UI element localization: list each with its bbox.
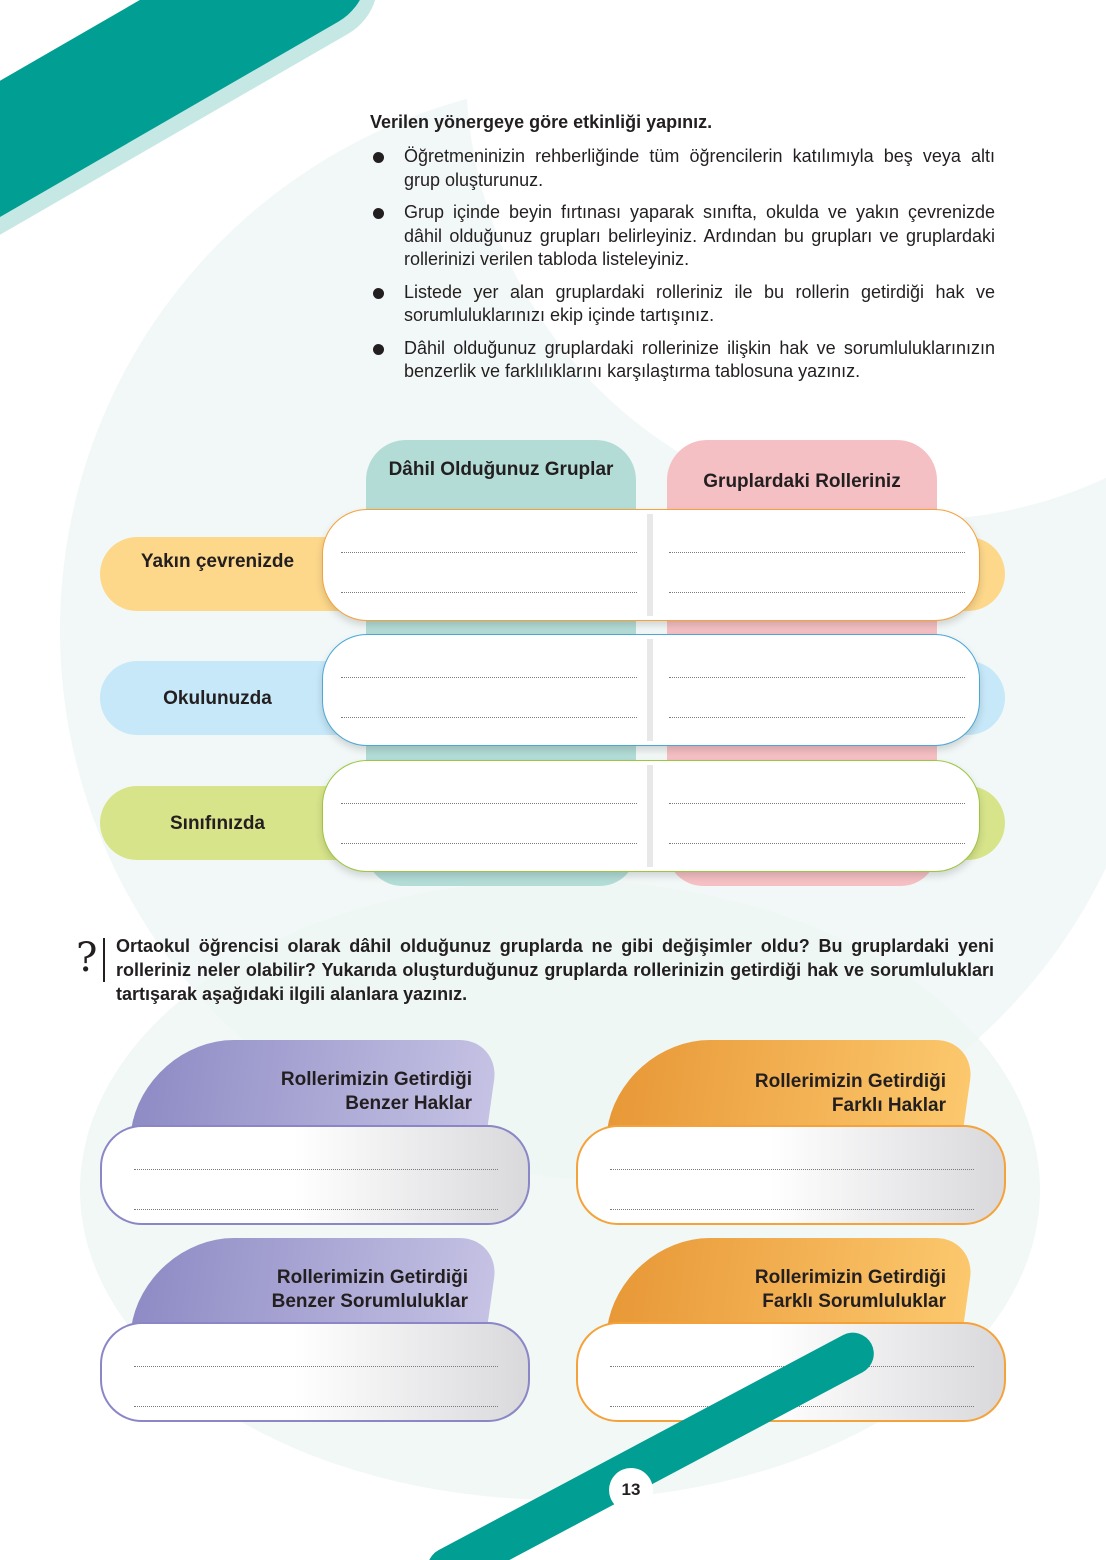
row-card-okul: [322, 634, 980, 746]
instructions: [370, 112, 995, 393]
write-line[interactable]: [134, 1406, 498, 1407]
row-label-okul: Okulunuzda: [163, 688, 272, 709]
row-card-sinif: [322, 760, 980, 872]
row-card-yakin: [322, 509, 980, 621]
write-line[interactable]: [341, 717, 637, 718]
instruction-item: Öğretmeninizin rehberliğinde tüm öğrencilerin katılımıyla beş veya altı grup oluşturunuz.: [370, 145, 995, 192]
instructions-list: [370, 145, 995, 384]
card-title-benzer-sorumluluklar: [150, 1266, 468, 1314]
row-label-yakin: Yakın çevrenizde: [140, 551, 295, 572]
write-line[interactable]: [134, 1169, 498, 1170]
card-divider: [647, 514, 653, 616]
card-title-benzer-haklar: [150, 1068, 472, 1116]
write-line[interactable]: [134, 1366, 498, 1367]
question-mark-icon: ?: [76, 935, 98, 981]
write-line[interactable]: [341, 552, 637, 553]
write-line[interactable]: [341, 592, 637, 593]
card-title-farkli-haklar: [626, 1070, 946, 1118]
column-header-roles: Gruplardaki Rolleriniz: [703, 471, 901, 492]
question-text: Ortaokul öğrencisi olarak dâhil olduğunuz gruplarda ne gibi değişimler oldu? Bu gruplardaki yeni rolleriniz neler olabilir? Yukarıda oluşturduğunuz gruplarda rollerinizin getirdiği hak ve sorumlulukları tartışarak aşağıdaki ilgili alanlara yazınız.: [116, 936, 994, 1004]
write-line[interactable]: [669, 803, 965, 804]
card-divider: [647, 765, 653, 867]
card-title-line: Rollerimizin Getirdiği: [276, 1267, 468, 1288]
write-line[interactable]: [669, 717, 965, 718]
card-farkli-haklar: [576, 1125, 1006, 1225]
card-title-line: Farklı Sorumluluklar: [762, 1291, 946, 1312]
instructions-title: Verilen yönergeye göre etkinliği yapınız.: [370, 112, 713, 132]
question-divider: [103, 938, 105, 982]
write-line[interactable]: [341, 803, 637, 804]
card-title-farkli-sorumluluklar: [626, 1266, 946, 1314]
write-line[interactable]: [610, 1209, 974, 1210]
row-label-sinif: Sınıfınızda: [170, 813, 265, 834]
card-title-line: Rollerimizin Getirdiği: [754, 1267, 946, 1288]
write-line[interactable]: [669, 552, 965, 553]
card-title-line: Benzer Sorumluluklar: [271, 1291, 468, 1312]
card-benzer-haklar: [100, 1125, 530, 1225]
write-line[interactable]: [134, 1209, 498, 1210]
column-header-groups: Dâhil Olduğunuz Gruplar: [388, 459, 614, 480]
write-line[interactable]: [669, 592, 965, 593]
card-title-line: Rollerimizin Getirdiği: [280, 1069, 472, 1090]
instruction-item: Dâhil olduğunuz gruplardaki rollerinize ilişkin hak ve sorumluluklarınızın benzerlik ve farklılıklarını karşılaştırma tablosuna yazınız.: [370, 337, 995, 384]
banner-title: ÖĞRENELİM: [182, 127, 305, 209]
write-line[interactable]: [341, 843, 637, 844]
card-title-line: Benzer Haklar: [345, 1093, 472, 1114]
card-benzer-sorumluluklar: [100, 1322, 530, 1422]
write-line[interactable]: [669, 677, 965, 678]
card-title-line: Rollerimizin Getirdiği: [754, 1071, 946, 1092]
instruction-item: Listede yer alan gruplardaki rolleriniz ile bu rollerin getirdiği hak ve sorumluluklarınızı ekip içinde tartışınız.: [370, 281, 995, 328]
card-title-line: Farklı Haklar: [831, 1095, 946, 1116]
page-number: 13: [609, 1468, 653, 1512]
write-line[interactable]: [610, 1169, 974, 1170]
open-book-icon: [80, 206, 144, 262]
write-line[interactable]: [341, 677, 637, 678]
instruction-item: Grup içinde beyin fırtınası yaparak sınıfta, okulda ve yakın çevrenizde dâhil olduğunuz grupları belirleyiniz. Ardından bu grupları ve gruplardaki rollerinizi verilen tabloda listeleyiniz.: [370, 201, 995, 272]
write-line[interactable]: [669, 843, 965, 844]
card-divider: [647, 639, 653, 741]
